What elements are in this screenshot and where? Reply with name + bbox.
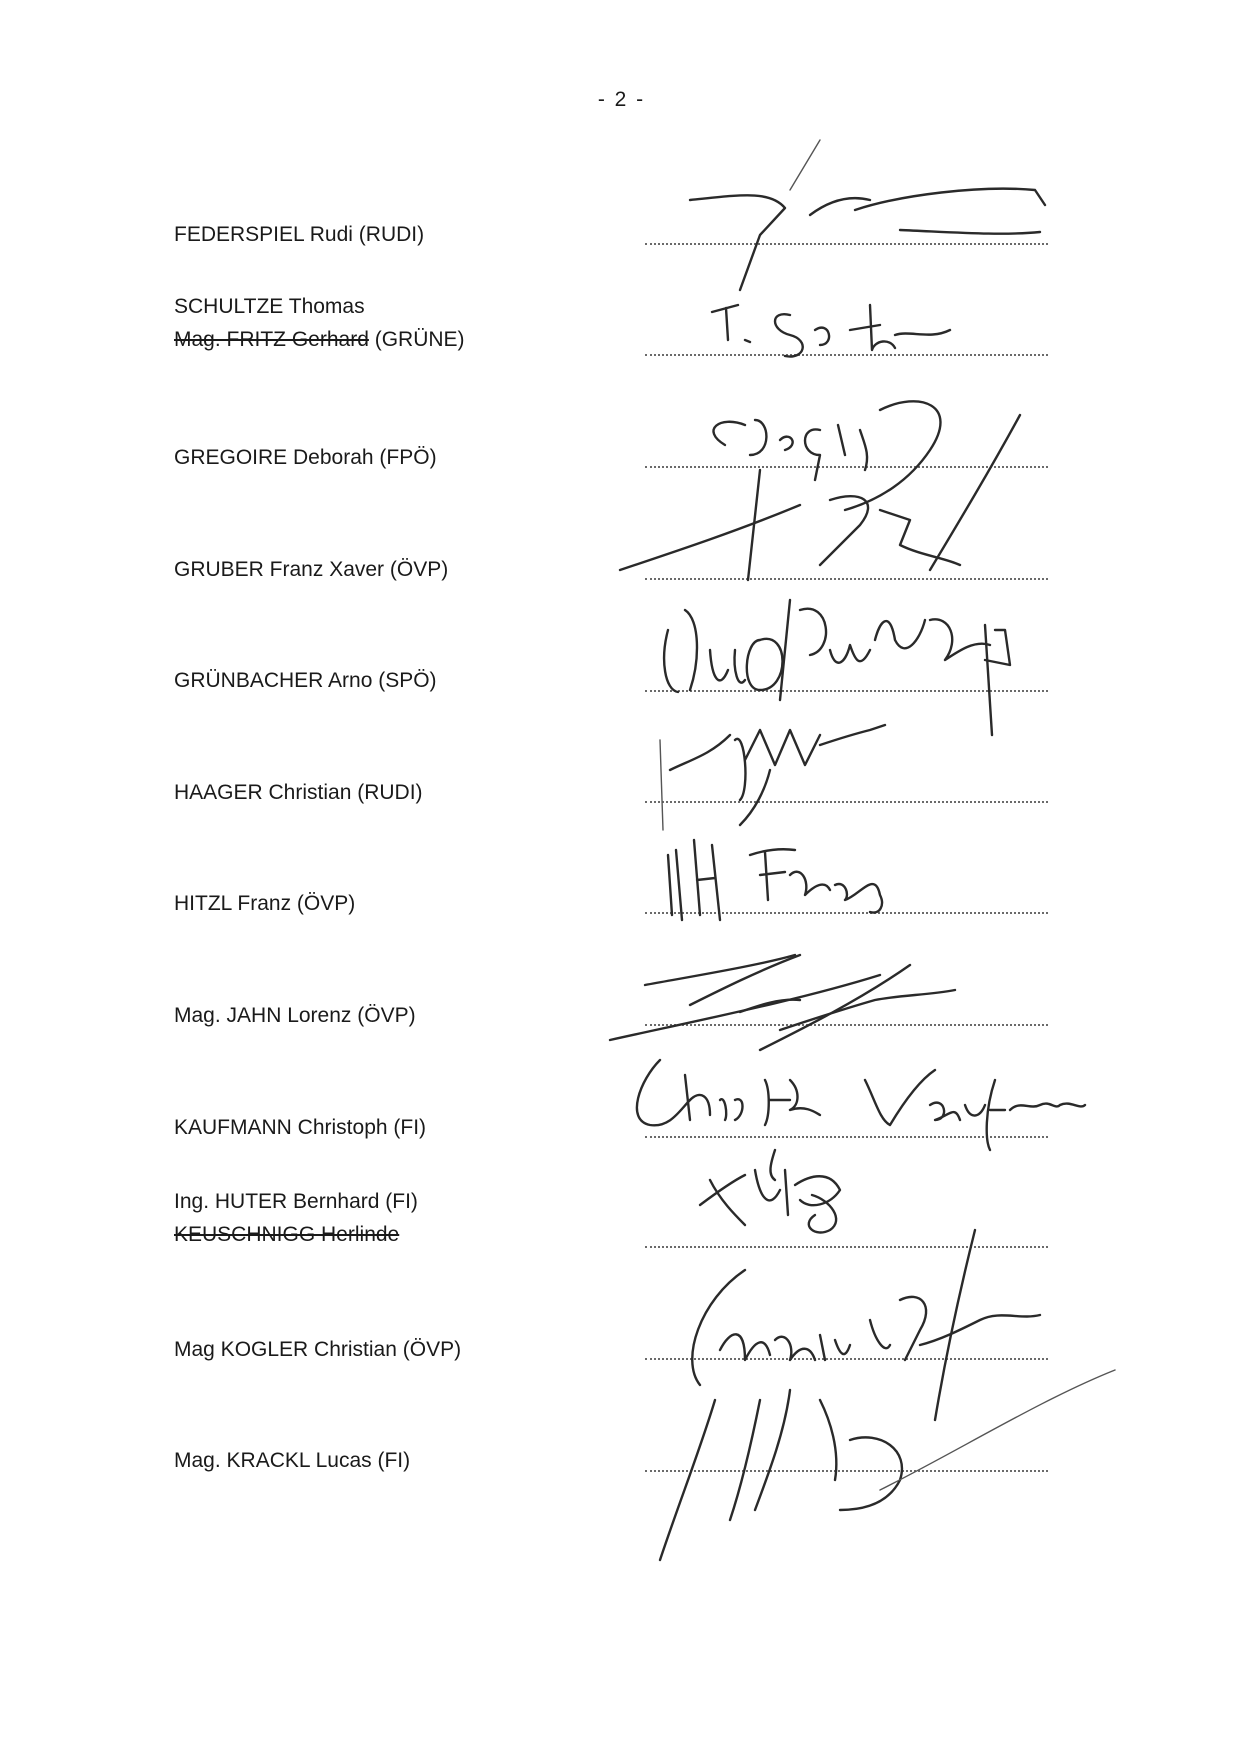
member-entry	[174, 1333, 461, 1366]
signature-line	[645, 243, 1048, 245]
signature-line	[645, 1358, 1048, 1360]
member-entry	[174, 887, 355, 920]
signature-line	[645, 801, 1048, 803]
signature-line	[645, 578, 1048, 580]
member-entry	[174, 1111, 426, 1144]
signature-jahn	[610, 955, 955, 1050]
struck-name: Mag. FRITZ Gerhard	[174, 328, 369, 351]
signature-line	[645, 1246, 1048, 1248]
member-entry	[174, 553, 448, 586]
signature-gruenbacher	[664, 600, 1010, 735]
member-entry	[174, 218, 424, 251]
member-name: HITZL Franz (ÖVP)	[174, 892, 356, 915]
member-name: Mag. KRACKL Lucas (FI)	[174, 1449, 411, 1472]
signature-gregoire	[714, 401, 1020, 570]
struck-name: KEUSCHNIGG Herlinde	[174, 1223, 400, 1246]
signature-kogler	[692, 1230, 1040, 1420]
member-entry	[174, 441, 437, 474]
signature-line	[645, 1136, 1048, 1138]
member-entry	[174, 999, 416, 1032]
member-name: GREGOIRE Deborah (FPÖ)	[174, 446, 437, 469]
signature-line	[645, 1470, 1048, 1472]
member-name: Mag KOGLER Christian (ÖVP)	[174, 1338, 462, 1361]
member-name-line2	[174, 323, 465, 356]
signature-line	[645, 912, 1048, 914]
signature-haager	[660, 725, 885, 830]
page-number: - 2 -	[597, 88, 646, 111]
member-name: HAAGER Christian (RUDI)	[174, 781, 423, 804]
signature-federspiel	[690, 140, 1045, 290]
member-name: GRÜNBACHER Arno (SPÖ)	[174, 669, 437, 692]
member-name: Mag. JAHN Lorenz (ÖVP)	[174, 1004, 416, 1027]
signature-schultze	[712, 305, 950, 357]
signature-line	[645, 466, 1048, 468]
signature-krackl	[660, 1370, 1115, 1560]
member-name: Ing. HUTER Bernhard (FI)	[174, 1190, 418, 1213]
party-suffix: (GRÜNE)	[368, 328, 465, 351]
member-entry	[174, 776, 423, 809]
member-entry	[174, 1185, 418, 1251]
member-entry	[174, 290, 465, 356]
signature-line	[645, 354, 1048, 356]
signature-huter	[700, 1150, 840, 1232]
member-name-line2	[174, 1218, 418, 1251]
member-entry	[174, 664, 437, 697]
member-name: FEDERSPIEL Rudi (RUDI)	[174, 223, 425, 246]
member-name: SCHULTZE Thomas	[174, 295, 365, 318]
member-name: KAUFMANN Christoph (FI)	[174, 1116, 427, 1139]
signature-hitzl	[668, 840, 882, 920]
signature-line	[645, 1024, 1048, 1026]
signature-line	[645, 690, 1048, 692]
member-name: GRUBER Franz Xaver (ÖVP)	[174, 558, 449, 581]
signature-gruber	[620, 470, 960, 580]
member-entry	[174, 1444, 410, 1477]
